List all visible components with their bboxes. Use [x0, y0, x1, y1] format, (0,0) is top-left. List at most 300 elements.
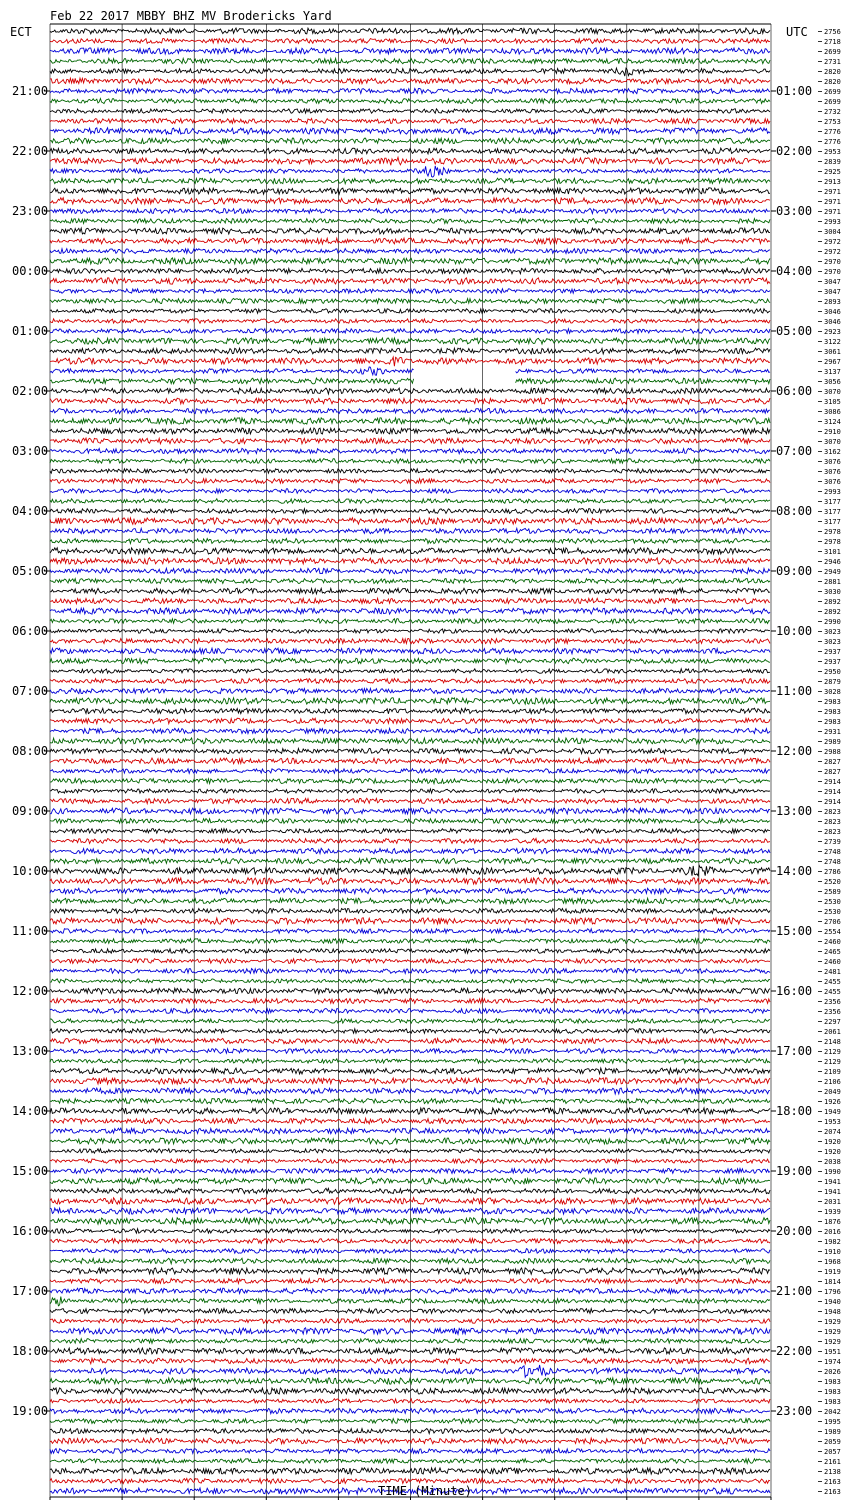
row-value-label: 2776 [824, 138, 841, 146]
row-value-label: 3056 [824, 378, 841, 386]
trace-row [50, 688, 770, 693]
trace-row [50, 848, 770, 853]
row-value-label: 3046 [824, 318, 841, 326]
trace-row [50, 819, 770, 824]
trace-row [50, 738, 770, 744]
trace-row [50, 1149, 770, 1153]
trace-row [50, 338, 770, 344]
row-value-label: 3004 [824, 228, 841, 236]
row-value-label: 2753 [824, 118, 841, 126]
left-hour-label: 03:00 [12, 444, 49, 458]
row-value-label: 3124 [824, 418, 841, 426]
right-hour-label: 01:00 [776, 84, 813, 98]
trace-row [50, 1399, 770, 1404]
row-value-label: 3028 [824, 688, 841, 696]
trace-row [50, 629, 770, 633]
row-value-label: 2481 [824, 968, 841, 976]
row-value-label: 3177 [824, 508, 841, 516]
trace-row [50, 348, 770, 354]
right-hour-label: 03:00 [776, 204, 813, 218]
row-value-label: 2971 [824, 188, 841, 196]
right-hour-label: 11:00 [776, 684, 813, 698]
row-value-label: 2913 [824, 178, 841, 186]
trace-row [50, 1078, 770, 1084]
row-value-label: 1926 [824, 1098, 841, 1106]
trace-row [50, 949, 770, 953]
row-value-label: 2937 [824, 658, 841, 666]
row-value-label: 2827 [824, 758, 841, 766]
row-value-label: 1929 [824, 1318, 841, 1326]
right-hour-labels [771, 84, 812, 1418]
right-hour-label: 18:00 [776, 1104, 813, 1118]
row-value-label: 2109 [824, 1068, 841, 1076]
trace-row [50, 1108, 770, 1114]
row-value-label: 1983 [824, 1398, 841, 1406]
trace-row [50, 968, 770, 973]
right-hour-label: 20:00 [776, 1224, 813, 1238]
row-value-label: 2893 [824, 298, 841, 306]
row-value-label: 1948 [824, 1308, 841, 1316]
trace-row [50, 728, 770, 733]
trace-row [50, 1029, 770, 1034]
row-value-label: 2993 [824, 218, 841, 226]
right-hour-label: 07:00 [776, 444, 813, 458]
right-hour-label: 05:00 [776, 324, 813, 338]
trace-row [50, 1297, 770, 1306]
row-value-label: 2554 [824, 928, 841, 936]
trace-row [50, 198, 770, 204]
row-value-label: 2881 [824, 578, 841, 586]
left-hour-label: 13:00 [12, 1044, 49, 1058]
left-hour-label: 09:00 [12, 804, 49, 818]
trace-row [50, 1378, 770, 1384]
trace-row [50, 858, 770, 864]
trace-row [50, 1309, 770, 1314]
row-value-label: 2161 [824, 1458, 841, 1466]
trace-row [50, 718, 770, 723]
trace-row [50, 648, 770, 654]
trace-row [50, 798, 770, 803]
row-value-label: 2978 [824, 538, 841, 546]
trace-row [50, 658, 770, 664]
left-hour-label: 19:00 [12, 1404, 49, 1418]
row-value-label: 2983 [824, 708, 841, 716]
trace-row [50, 1319, 770, 1324]
row-value-label: 3030 [824, 588, 841, 596]
trace-row [50, 219, 770, 224]
trace-row [50, 518, 770, 525]
row-value-label: 2460 [824, 958, 841, 966]
row-value-label: 2520 [824, 878, 841, 886]
row-value-label: 2297 [824, 1018, 841, 1026]
trace-row [50, 78, 770, 84]
right-hour-label: 14:00 [776, 864, 813, 878]
trace-row [50, 188, 770, 194]
trace-row [50, 138, 770, 144]
row-value-label: 2823 [824, 808, 841, 816]
row-value-label: 2460 [824, 938, 841, 946]
right-hour-label: 23:00 [776, 1404, 813, 1418]
trace-row [50, 157, 770, 165]
row-value-label: 3047 [824, 288, 841, 296]
row-value-label: 2988 [824, 748, 841, 756]
trace-row [50, 58, 770, 63]
trace-row [50, 1138, 770, 1144]
right-hour-label: 15:00 [776, 924, 813, 938]
trace-row [50, 865, 770, 875]
trace-row [50, 289, 770, 293]
trace-row [50, 979, 770, 983]
trace-row [50, 769, 770, 774]
row-value-label: 2937 [824, 648, 841, 656]
trace-row [50, 1198, 770, 1205]
left-hour-label: 02:00 [12, 384, 49, 398]
row-value-label: 1983 [824, 1378, 841, 1386]
trace-row [50, 1178, 770, 1184]
row-value-label: 1929 [824, 1328, 841, 1336]
trace-row [50, 489, 770, 494]
trace-row [50, 939, 770, 944]
trace-row [50, 878, 770, 885]
trace-row [50, 329, 770, 334]
trace-row [50, 1348, 770, 1354]
row-value-label: 1983 [824, 1388, 841, 1396]
row-value-label: 2978 [824, 528, 841, 536]
right-hour-label: 06:00 [776, 384, 813, 398]
row-value-label: 1876 [824, 1218, 841, 1226]
trace-row [50, 588, 770, 594]
row-value-label: 3076 [824, 478, 841, 486]
row-value-label: 1910 [824, 1248, 841, 1256]
trace-row [50, 929, 770, 934]
row-value-label: 2946 [824, 558, 841, 566]
trace-row [50, 838, 770, 843]
row-value-label: 2989 [824, 738, 841, 746]
trace-row [50, 1088, 770, 1094]
row-value-label: 2059 [824, 1438, 841, 1446]
row-value-label: 3177 [824, 518, 841, 526]
trace-row [50, 1339, 770, 1344]
row-value-label: 1982 [824, 1238, 841, 1246]
trace-row [50, 258, 770, 264]
left-hour-label: 05:00 [12, 564, 49, 578]
left-hour-label: 11:00 [12, 924, 49, 938]
trace-row [50, 698, 770, 704]
left-hour-label: 10:00 [12, 864, 49, 878]
row-value-label: 2914 [824, 778, 841, 786]
trace-row [50, 829, 770, 834]
row-value-label: 3177 [824, 498, 841, 506]
trace-row [50, 568, 770, 574]
left-hour-label: 01:00 [12, 324, 49, 338]
row-value-label: 2972 [824, 238, 841, 246]
row-value-label: 2914 [824, 788, 841, 796]
row-value-label: 1941 [824, 1178, 841, 1186]
trace-row [50, 1268, 770, 1274]
row-value-label: 3061 [824, 348, 841, 356]
trace-row [50, 1478, 770, 1483]
row-value-label: 2699 [824, 98, 841, 106]
row-value-label: 2931 [824, 728, 841, 736]
right-hour-label: 12:00 [776, 744, 813, 758]
left-hour-label: 12:00 [12, 984, 49, 998]
trace-row [50, 109, 770, 113]
left-hour-label: 23:00 [12, 204, 49, 218]
left-hour-label: 15:00 [12, 1164, 49, 1178]
row-value-label: 2748 [824, 848, 841, 856]
row-value-label: 3086 [824, 408, 841, 416]
trace-row [50, 1229, 770, 1234]
row-value-label: 3023 [824, 638, 841, 646]
trace-row [50, 249, 770, 254]
trace-row [50, 1438, 770, 1444]
trace-row [50, 1218, 770, 1225]
right-hour-label: 02:00 [776, 144, 813, 158]
trace-row [50, 208, 770, 213]
row-value-label: 1919 [824, 1268, 841, 1276]
trace-row [50, 558, 770, 565]
trace-row [50, 98, 770, 103]
trace-row [50, 1288, 770, 1293]
right-hour-label: 21:00 [776, 1284, 813, 1298]
row-value-label: 2739 [824, 838, 841, 846]
row-value-label: 1814 [824, 1278, 841, 1286]
chart-title: Feb 22 2017 MBBY BHZ MV Brodericks Yard [50, 9, 332, 23]
trace-row [50, 1168, 770, 1173]
row-value-label: 2983 [824, 718, 841, 726]
trace-row [50, 88, 770, 93]
row-value-label: 1939 [824, 1208, 841, 1216]
trace-row [50, 238, 770, 244]
trace-row [50, 48, 770, 54]
row-value-label: 1949 [824, 1108, 841, 1116]
trace-row [50, 1388, 770, 1394]
trace-row [50, 898, 770, 904]
trace-row [50, 789, 770, 793]
row-value-label: 2914 [824, 798, 841, 806]
row-value-label: 2465 [824, 948, 841, 956]
row-value-label: 2163 [824, 1488, 841, 1496]
trace-row [50, 579, 770, 584]
trace-row [50, 1188, 770, 1193]
row-value-label: 2990 [824, 618, 841, 626]
trace-row [50, 758, 770, 764]
trace-row [50, 1059, 770, 1064]
left-hour-label: 06:00 [12, 624, 49, 638]
trace-row [50, 598, 770, 603]
trace-row [50, 1239, 770, 1244]
left-hour-label: 16:00 [12, 1224, 49, 1238]
trace-row [50, 1429, 770, 1434]
row-value-label: 2138 [824, 1468, 841, 1476]
row-value-label: 2892 [824, 598, 841, 606]
trace-row [50, 499, 770, 504]
trace-row [50, 278, 770, 284]
trace-row [50, 418, 770, 424]
trace-row [50, 319, 770, 323]
trace-row [50, 178, 770, 184]
row-value-label: 1929 [824, 1338, 841, 1346]
trace-row [50, 779, 770, 784]
row-value-label: 3101 [824, 548, 841, 556]
row-value-label: 2718 [824, 38, 841, 46]
row-value-label: 2820 [824, 78, 841, 86]
row-value-label: 2016 [824, 1228, 841, 1236]
trace-row [50, 459, 770, 464]
row-value-label: 2983 [824, 698, 841, 706]
trace-row [50, 908, 770, 913]
row-value-label: 2910 [824, 428, 841, 436]
row-value-label: 2748 [824, 858, 841, 866]
trace-row [50, 1118, 770, 1124]
left-timezone-label: ECT [10, 25, 32, 39]
row-value-label: 2892 [824, 608, 841, 616]
row-value-label: 1920 [824, 1148, 841, 1156]
row-value-label: 2967 [824, 358, 841, 366]
right-hour-label: 09:00 [776, 564, 813, 578]
row-value-label: 2038 [824, 1158, 841, 1166]
row-value-label: 2455 [824, 978, 841, 986]
row-value-label: 1953 [824, 1118, 841, 1126]
row-value-label: 3070 [824, 388, 841, 396]
right-hour-label: 04:00 [776, 264, 813, 278]
row-value-label: 2776 [824, 128, 841, 136]
row-value-label: 1951 [824, 1348, 841, 1356]
row-value-label: 2823 [824, 818, 841, 826]
row-value-label: 1920 [824, 1138, 841, 1146]
row-value-label: 2970 [824, 258, 841, 266]
row-value-label: 2731 [824, 58, 841, 66]
trace-row [50, 479, 770, 484]
right-hour-label: 19:00 [776, 1164, 813, 1178]
trace-row [50, 959, 770, 964]
trace-row [50, 1365, 770, 1377]
row-value-label: 2971 [824, 198, 841, 206]
row-value-label: 2953 [824, 148, 841, 156]
left-hour-labels [12, 84, 50, 1418]
row-value-label: 2786 [824, 868, 841, 876]
right-hour-label: 08:00 [776, 504, 813, 518]
trace-row [50, 619, 770, 624]
right-hour-label: 10:00 [776, 624, 813, 638]
row-value-label: 2820 [824, 68, 841, 76]
trace-row [50, 1019, 770, 1023]
trace-row [50, 367, 770, 375]
trace-row [50, 408, 770, 413]
row-value-label: 2356 [824, 1008, 841, 1016]
trace-row [50, 309, 770, 313]
trace-row [50, 1128, 770, 1134]
row-value-label: 2061 [824, 1028, 841, 1036]
row-value-label: 2699 [824, 48, 841, 56]
trace-row [50, 357, 770, 366]
trace-row [50, 639, 770, 644]
trace-row [50, 538, 770, 543]
left-hour-label: 07:00 [12, 684, 49, 698]
trace-row [50, 528, 770, 533]
row-value-label: 2106 [824, 1078, 841, 1086]
right-hour-label: 17:00 [776, 1044, 813, 1058]
trace-row [50, 1068, 770, 1074]
trace-row [50, 679, 770, 684]
trace-row [50, 398, 770, 404]
x-axis-label: TIME (Minute) [378, 1484, 472, 1498]
trace-row [50, 166, 770, 177]
row-value-label: 2923 [824, 328, 841, 336]
row-value-label: 2049 [824, 1088, 841, 1096]
trace-row [50, 298, 770, 303]
trace-row [50, 1159, 770, 1163]
row-value-label: 2148 [824, 1038, 841, 1046]
row-value-label: 2972 [824, 248, 841, 256]
row-value-label: 1990 [824, 1168, 841, 1176]
trace-row [50, 268, 770, 273]
left-hour-label: 22:00 [12, 144, 49, 158]
row-value-label: 2970 [824, 268, 841, 276]
row-value-label: 2589 [824, 888, 841, 896]
row-value-label: 3162 [824, 448, 841, 456]
row-value-label: 2031 [824, 1198, 841, 1206]
trace-row [50, 1098, 770, 1103]
trace-row [50, 1279, 770, 1284]
row-value-label: 3137 [824, 368, 841, 376]
left-hour-label: 18:00 [12, 1344, 49, 1358]
left-hour-label: 00:00 [12, 264, 49, 278]
trace-row [50, 28, 770, 34]
right-hour-label: 22:00 [776, 1344, 813, 1358]
trace-row [50, 1249, 770, 1254]
trace-row [50, 388, 770, 394]
left-hour-label: 17:00 [12, 1284, 49, 1298]
row-value-label: 2455 [824, 988, 841, 996]
left-hour-label: 14:00 [12, 1104, 49, 1118]
trace-row [50, 1459, 770, 1464]
row-value-label: 3070 [824, 438, 841, 446]
trace-row [50, 808, 770, 814]
trace-row [50, 1208, 770, 1214]
row-value-label: 2530 [824, 908, 841, 916]
trace-row [50, 669, 770, 673]
row-value-label: 2706 [824, 918, 841, 926]
row-value-label: 2839 [824, 158, 841, 166]
trace-row [50, 378, 770, 384]
row-value-label: 2950 [824, 668, 841, 676]
trace-row [50, 888, 770, 894]
row-value-label: 2356 [824, 998, 841, 1006]
row-value-label: 1796 [824, 1288, 841, 1296]
trace-row [50, 228, 770, 234]
row-value-label: 3047 [824, 278, 841, 286]
row-value-label: 3122 [824, 338, 841, 346]
trace-row [50, 1408, 770, 1413]
trace-row [50, 548, 770, 554]
trace-row [50, 608, 770, 614]
trace-row [50, 469, 770, 473]
trace-row [50, 128, 770, 134]
row-value-label: 2042 [824, 1408, 841, 1416]
right-hour-label: 13:00 [776, 804, 813, 818]
row-value-label: 1941 [824, 1188, 841, 1196]
left-hour-label: 04:00 [12, 504, 49, 518]
trace-row [50, 1358, 770, 1363]
row-value-label: 3105 [824, 398, 841, 406]
trace-row [50, 1049, 770, 1054]
row-value-label: 2879 [824, 678, 841, 686]
trace-row [50, 68, 770, 76]
trace-row [50, 998, 770, 1003]
row-value-label: 2129 [824, 1048, 841, 1056]
trace-row [50, 1009, 770, 1014]
